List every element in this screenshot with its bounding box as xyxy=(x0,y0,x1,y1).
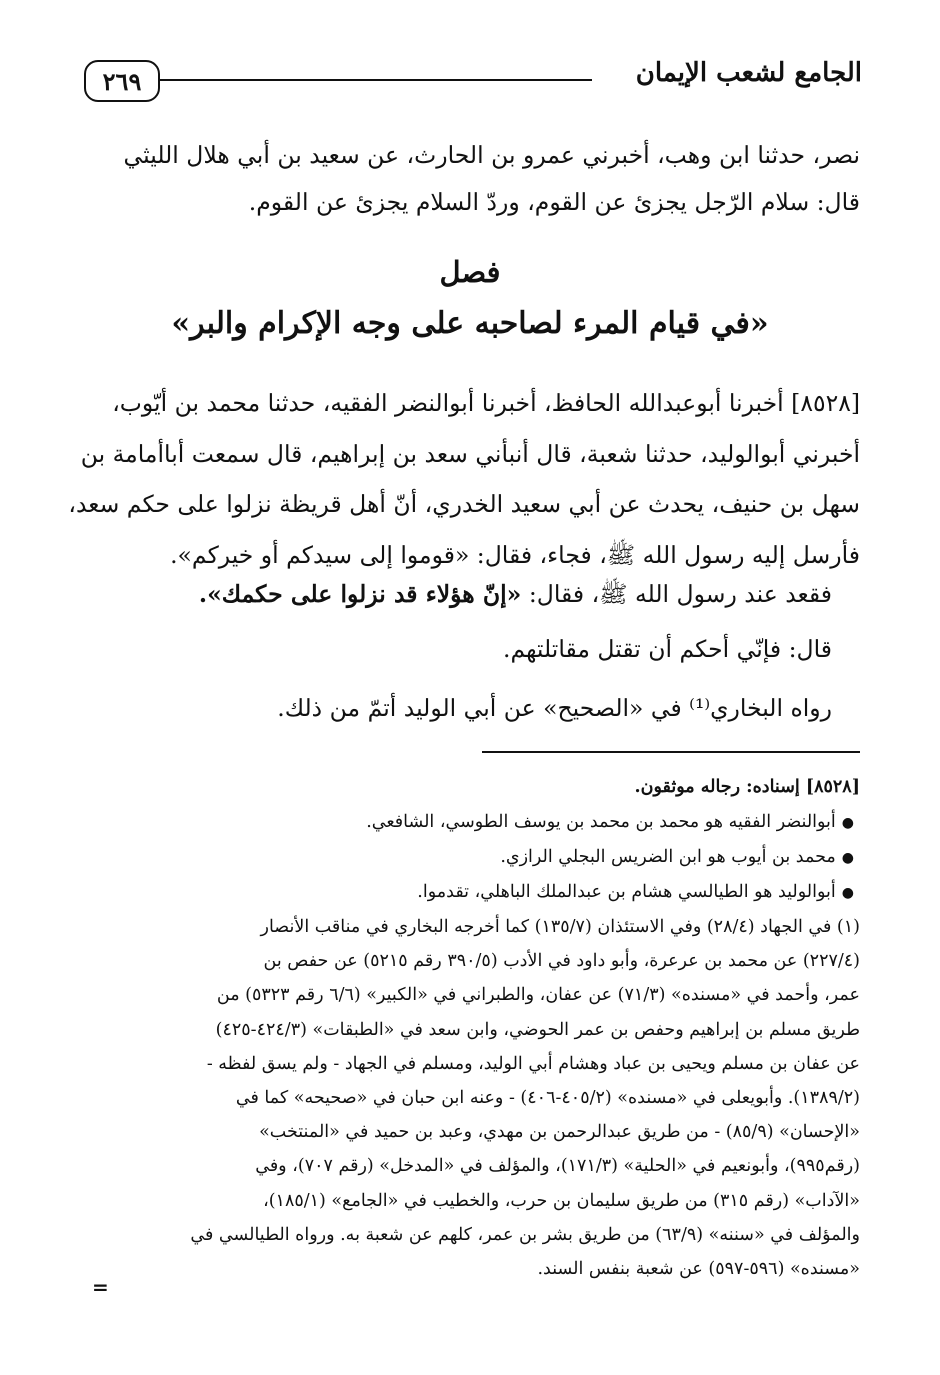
footnote-line: (١٣٨٩/٢). وأبويعلى في «مسنده» (٤٠٥/٢-٤٠٦) - وعنه ابن حبان في «صحيحه» كما في xyxy=(235,1088,860,1109)
list-item xyxy=(64,875,854,910)
paragraph-reference: رواه البخاري⁽¹⁾ في «الصحيح» عن أبي الوليد أتمّ من ذلك. xyxy=(277,694,832,722)
footnote-line: عن عفان بن مسلم ويحيى بن عباد وهشام أبي الوليد، ومسلم في الجهاد - ولم يسق لفظه - xyxy=(206,1053,860,1074)
continuation-mark: = xyxy=(92,1275,109,1299)
list-item-text: أبوالوليد هو الطيالسي هشام بن عبدالملك الباهلي، تقدموا. xyxy=(417,882,836,902)
footnote-line: (٢٢٧/٤) عن محمد بن عرعرة، وأبو داود في الأدب (٣٩٠/٥ رقم ٥٢١٥) عن حفص بن xyxy=(263,951,860,972)
hadith-line: [٨٥٢٨] أخبرنا أبوعبدالله الحافظ، أخبرنا أبوالنضر الفقيه، حدثنا محمد بن أيّوب، xyxy=(112,389,860,417)
footnote-line: (رقم٩٩٥)، وأبونعيم في «الحلية» (١٧١/٣)، والمؤلف في «المدخل» (رقم ٧٠٧)، وفي xyxy=(255,1156,860,1177)
hadith-line: أخبرني أبوالوليد، حدثنا شعبة، قال أنبأني سعد بن إبراهيم، قال سمعت أباأمامة بن xyxy=(80,439,860,468)
intro-line: نصر، حدثنا ابن وهب، أخبرني عمرو بن الحارث، عن سعيد بن أبي هلال الليثي xyxy=(123,141,860,169)
section-subtitle: «في قيام المرء لصاحبه على وجه الإكرام والبر» xyxy=(171,306,769,341)
footnote-line: «الإحسان» (٨٥/٩) - من طريق عبدالرحمن بن مهدي، وعبد بن حميد في «المنتخب» xyxy=(259,1122,860,1143)
hadith-line: فأرسل إليه رسول الله ﷺ، فجاء، فقال: «قوموا إلى سيدكم أو خيركم». xyxy=(170,540,860,569)
footnote-line: والمؤلف في «سننه» (٦٣/٩) من طريق بشر بن عمر، كلهم عن شعبة به. ورواه الطيالسي في xyxy=(190,1224,860,1245)
footnote-line: «الآداب» (رقم ٣١٥) من طريق سليمان بن حرب، والخطيب في «الجامع» (١٨٥/١)، xyxy=(263,1190,860,1211)
section-title: فصل xyxy=(439,255,501,289)
footnote-line: (١) في الجهاد (٢٨/٤) وفي الاستئذان (١٣٥/٧) كما أخرجه البخاري في مناقب الأنصار xyxy=(260,917,860,937)
header-rule xyxy=(160,79,592,81)
hadith-line: سهل بن حنيف، يحدث عن أبي سعيد الخدري، أنّ أهل قريظة نزلوا على حكم سعد، xyxy=(68,490,860,518)
intro-line: قال: سلام الرّجل يجزئ عن القوم، وردّ السلام يجزئ عن القوم. xyxy=(248,188,860,216)
bullet-icon: ● xyxy=(841,850,854,866)
quoted-speech: «إنّ هؤلاء قد نزلوا على حكمك». xyxy=(198,580,522,608)
footnote-rule xyxy=(482,751,860,753)
paragraph-prophet-reply xyxy=(199,580,832,614)
list-item-text: أبوالنضر الفقيه هو محمد بن محمد بن يوسف الطوسي، الشافعي. xyxy=(366,812,836,832)
list-item xyxy=(64,805,854,840)
list-item-text: محمد بن أيوب هو ابن الضريس البجلي الرازي. xyxy=(500,847,836,867)
paragraph-text: فقعد عند رسول الله ﷺ، فقال: xyxy=(521,580,832,608)
footnote-line: «مسنده» (٥٩٦-٥٩٧) عن شعبة بنفس السند. xyxy=(537,1259,860,1280)
list-item xyxy=(64,840,854,875)
intro-paragraph xyxy=(80,132,860,226)
hadith-paragraph xyxy=(68,378,860,580)
isnad-note-heading: [٨٥٢٨] إسناده: رجاله موثقون. xyxy=(634,777,860,797)
page-number-badge: ٢٦٩ xyxy=(84,60,160,102)
footnote-1 xyxy=(70,910,860,1286)
bullet-icon: ● xyxy=(841,815,854,831)
footnote-line: طريق مسلم بن إبراهيم وحفص بن عمر الحوضي، وابن سعد في «الطبقات» (٤٢٤/٣-٤٢٥) xyxy=(215,1019,860,1040)
paragraph-judgement: قال: فإنّي أحكم أن تقتل مقاتلتهم. xyxy=(502,635,832,663)
bullet-icon: ● xyxy=(841,885,854,901)
isnad-bullet-list xyxy=(64,805,854,910)
running-title: الجامع لشعب الإيمان xyxy=(635,58,862,88)
footnote-line: عمر، وأحمد في «مسنده» (٧١/٣) عن عفان، والطبراني في «الكبير» (٦/٦ رقم ٥٣٢٣) من xyxy=(216,985,860,1006)
